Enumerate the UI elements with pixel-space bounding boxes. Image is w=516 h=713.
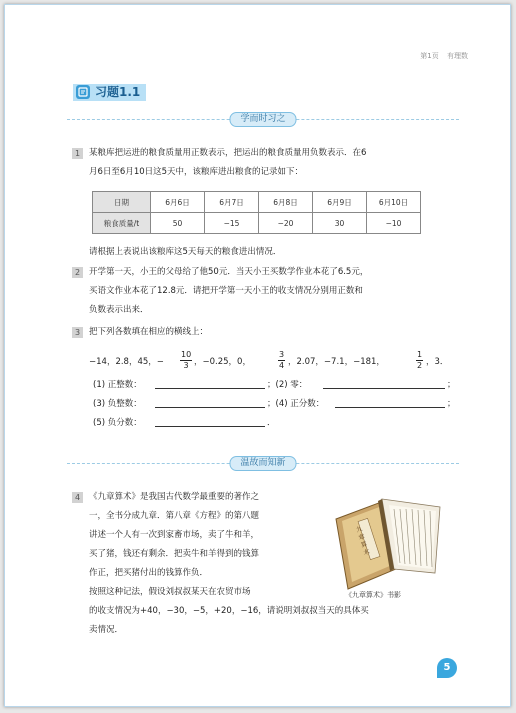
semicolon: ； xyxy=(447,399,456,409)
section-title-1: 学而时习之 xyxy=(229,112,296,127)
grain-record-table xyxy=(92,191,421,234)
frac-denominator: 4 xyxy=(279,361,285,370)
number-seq-2: ，−0.25，0， xyxy=(194,357,251,367)
q4-line-6: 按照这种记法，假设刘叔叔某天在农贸市场 xyxy=(89,587,251,597)
q4-line-4: 买了猪，钱还有剩余．把卖牛和羊得到的钱算 xyxy=(89,549,260,559)
q4-line-5: 作正，把买猪付出的钱算作负． xyxy=(89,568,209,578)
section-divider-2 xyxy=(67,457,459,469)
exercise-heading xyxy=(73,84,146,101)
q1-after: 请根据上表说出该粮库这5天每天的粮食进出情况． xyxy=(89,247,282,257)
q4-line-8: 卖情况． xyxy=(89,625,124,635)
number-seq-3: ，2.07，−7.1，−181， xyxy=(288,357,385,367)
category-positive-fraction: ；(4) 正分数： xyxy=(267,399,325,409)
running-header xyxy=(414,51,468,61)
header-page: 第1页 xyxy=(420,52,439,60)
header-book: 有理数 xyxy=(447,52,468,60)
table-cell: −15 xyxy=(205,213,259,234)
frac-numerator: 10 xyxy=(181,350,192,359)
question-number-2: 2 xyxy=(72,267,83,278)
period: ． xyxy=(267,418,276,428)
fraction-10-3 xyxy=(180,350,192,371)
table-row xyxy=(93,192,421,213)
section-title-2: 温故而知新 xyxy=(229,456,296,471)
question-number-3: 3 xyxy=(72,327,83,338)
frac-numerator: 3 xyxy=(279,350,285,359)
frac-denominator: 2 xyxy=(417,361,423,370)
table-cell: 6月10日 xyxy=(367,192,421,213)
table-cell: 6月8日 xyxy=(259,192,313,213)
frac-numerator: 1 xyxy=(417,350,423,359)
answer-blank-negative-integer[interactable] xyxy=(155,407,265,408)
question-number-4: 4 xyxy=(72,492,83,503)
category-negative-fraction: (5) 负分数： xyxy=(93,418,142,428)
table-cell: 6月6日 xyxy=(151,192,205,213)
q1-line-2: 月6日至6月10日这5天中，该粮库进出粮食的记录如下： xyxy=(89,167,304,177)
q3-line-1: 把下列各数填在相应的横线上： xyxy=(89,327,209,337)
fraction-3-4 xyxy=(278,350,285,371)
exercise-title: 习题1.1 xyxy=(95,85,141,99)
answer-blank-zero[interactable] xyxy=(323,388,445,389)
answer-blank-positive-integer[interactable] xyxy=(155,388,265,389)
q2-line-1: 开学第一天，小王的父母给了他50元．当天小王买数学作业本花了6.5元， xyxy=(89,267,369,277)
table-cell: −10 xyxy=(367,213,421,234)
table-row xyxy=(93,213,421,234)
table-header-cell: 粮食质量/t xyxy=(93,213,151,234)
q4-line-1: 《九章算术》是我国古代数学最重要的著作之 xyxy=(89,492,260,502)
q4-line-7: 的收支情况为+40，−30，−5，+20，−16，请说明刘叔叔当天的具体买 xyxy=(89,606,369,616)
table-cell: 6月9日 xyxy=(313,192,367,213)
table-cell: 6月7日 xyxy=(205,192,259,213)
table-header-cell: 日期 xyxy=(93,192,151,213)
ancient-book-illustration xyxy=(332,495,443,590)
pencil-note-icon xyxy=(76,85,90,99)
question-number-1: 1 xyxy=(72,148,83,159)
semicolon: ； xyxy=(447,380,456,390)
fraction-1-2 xyxy=(416,350,423,371)
q2-line-3: 负数表示出来． xyxy=(89,305,149,315)
book-cover-title: 九章算术 xyxy=(355,525,371,557)
frac-denominator: 3 xyxy=(183,361,189,370)
q4-line-2: 一，全书分成九章．第八章《方程》的第八题 xyxy=(89,511,260,521)
table-cell: 50 xyxy=(151,213,205,234)
table-cell: −20 xyxy=(259,213,313,234)
number-seq-4: ，3． xyxy=(426,357,449,367)
category-negative-integer: (3) 负整数： xyxy=(93,399,142,409)
table-cell: 30 xyxy=(313,213,367,234)
section-divider-1 xyxy=(67,113,459,125)
answer-blank-positive-fraction[interactable] xyxy=(335,407,445,408)
answer-blank-negative-fraction[interactable] xyxy=(155,426,265,427)
q1-line-1: 某粮库把运进的粮食质量用正数表示，把运出的粮食质量用负数表示．在6 xyxy=(89,148,367,158)
textbook-page xyxy=(4,4,511,707)
number-seq-1: −14，2.8，45，− xyxy=(89,357,164,367)
q2-line-2: 买语文作业本花了12.8元．请把开学第一天小王的收支情况分别用正数和 xyxy=(89,286,363,296)
book-caption: 《九章算术》书影 xyxy=(345,591,401,599)
category-zero: ；(2) 零： xyxy=(267,380,308,390)
q4-line-3: 讲述一个人有一次到家畜市场，卖了牛和羊， xyxy=(89,530,260,540)
page-number-badge: 5 xyxy=(437,658,457,678)
category-positive-integer: (1) 正整数： xyxy=(93,380,142,390)
